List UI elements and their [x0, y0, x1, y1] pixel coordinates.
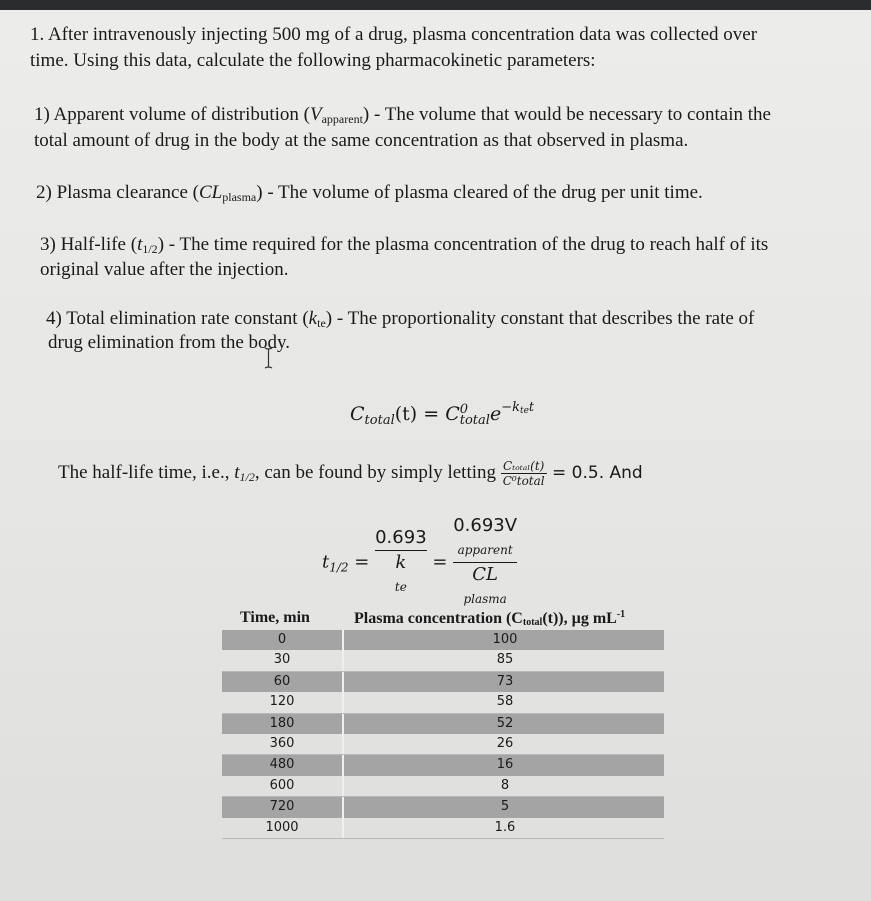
- concentration-cell: 58: [496, 694, 514, 710]
- header-conc-sub: total: [522, 617, 543, 628]
- param-4-desc: ) - The proportionality constant that describes the rate of: [325, 308, 755, 329]
- param-3-symbol: t: [137, 234, 143, 255]
- eq1-exp-t: t: [528, 400, 535, 415]
- half-life-equation: [322, 514, 517, 611]
- time-cell: 30: [273, 652, 291, 668]
- time-cell: 600: [269, 777, 295, 793]
- table-row: [222, 714, 664, 734]
- param-4-line-1: [46, 308, 754, 334]
- eq2-den-2-sub: plasma: [463, 592, 507, 606]
- column-separator: [342, 630, 344, 650]
- half-life-post: = 0.5. And: [546, 462, 643, 483]
- eq2-den-1: k: [395, 552, 407, 573]
- table-row: [222, 672, 664, 692]
- column-separator: [342, 776, 344, 796]
- param-3-line-2: original value after the injection.: [40, 259, 289, 280]
- column-separator: [342, 650, 344, 670]
- eq2-equals-1: =: [354, 551, 370, 573]
- column-separator: [342, 714, 344, 734]
- concentration-equation: [350, 400, 534, 428]
- ratio-numerator: Cₜₒₜₐₗ(t): [501, 459, 547, 474]
- eq2-t-sub: 1/2: [329, 560, 349, 575]
- param-1-line-1: [34, 104, 771, 130]
- table-row: [222, 650, 664, 671]
- ratio-denominator: C⁰total: [502, 474, 545, 488]
- question-line-1: 1. After intravenously injecting 500 mg of a drug, plasma concentration data was collected over: [30, 24, 758, 45]
- param-3-line-1: [40, 234, 768, 260]
- time-cell: 120: [269, 694, 295, 710]
- concentration-cell: 16: [496, 757, 514, 773]
- column-separator: [342, 755, 344, 775]
- eq1-exp-sub: te: [519, 406, 529, 416]
- header-conc-pre: Plasma concentration (C: [354, 610, 523, 627]
- time-cell: 480: [269, 757, 295, 773]
- param-3-desc: ) - The time required for the plasma concentration of the drug to reach half of its: [157, 234, 769, 255]
- concentration-table: [222, 630, 664, 839]
- time-cell: 180: [269, 715, 295, 731]
- time-cell: 360: [269, 735, 295, 751]
- ratio-fraction: [501, 459, 547, 488]
- header-conc-post: (t)), µg mL: [542, 610, 617, 627]
- concentration-cell: 26: [496, 735, 514, 751]
- text-cursor-icon: [264, 347, 273, 369]
- concentration-cell: 8: [500, 777, 510, 793]
- param-1-prefix: 1) Apparent volume of distribution (: [34, 104, 310, 125]
- concentration-cell: 5: [500, 799, 510, 815]
- param-1-symbol: V: [309, 104, 322, 125]
- time-cell: 1000: [265, 819, 299, 835]
- column-separator: [342, 818, 344, 838]
- eq2-num-2: 0.693V: [453, 515, 518, 536]
- time-cell: 60: [273, 673, 291, 689]
- half-life-t: t: [234, 461, 240, 483]
- param-4-prefix: 4) Total elimination rate constant (: [46, 308, 309, 329]
- time-cell: 720: [269, 799, 295, 815]
- eq2-t: t: [322, 551, 330, 573]
- param-2-line: [36, 182, 703, 208]
- eq2-num-2-sub: apparent: [457, 543, 513, 557]
- question-line-2: time. Using this data, calculate the following pharmacokinetic parameters:: [30, 50, 596, 71]
- param-2-prefix: 2) Plasma clearance (: [36, 182, 199, 203]
- table-header-concentration: [354, 609, 625, 628]
- concentration-cell: 85: [496, 652, 514, 668]
- table-row: [222, 630, 664, 650]
- eq1-c0-sup: 0: [459, 402, 469, 417]
- param-1-line-2: total amount of drug in the body at the same concentration as that observed in plasma.: [34, 130, 689, 151]
- param-1-desc: ) - The volume that would be necessary to contain the: [362, 104, 771, 125]
- table-row: [222, 755, 664, 775]
- eq2-fraction-1: [375, 526, 427, 599]
- concentration-cell: 52: [496, 715, 514, 731]
- column-separator: [342, 797, 344, 817]
- eq2-fraction-2: [453, 514, 517, 611]
- param-3-subscript: 1/2: [142, 242, 158, 256]
- table-header-time: Time, min: [240, 609, 310, 626]
- eq1-arg: (t) =: [394, 403, 446, 425]
- eq2-den-1-sub: te: [394, 580, 407, 594]
- param-2-desc: ) - The volume of plasma cleared of the drug per unit time.: [256, 182, 703, 203]
- eq2-num-1: 0.693: [375, 526, 427, 551]
- param-4-line-2: drug elimination from the body.: [48, 332, 291, 353]
- header-conc-sup: -1: [616, 609, 626, 620]
- param-2-subscript: plasma: [222, 190, 257, 204]
- param-1-subscript: apparent: [321, 112, 363, 126]
- half-life-pre: The half-life time, i.e.,: [58, 461, 235, 483]
- column-separator: [342, 734, 344, 754]
- eq2-den-2: CL: [472, 564, 498, 585]
- eq2-equals-2: =: [432, 551, 448, 573]
- param-4-symbol: k: [308, 308, 318, 329]
- half-life-t-sub: 1/2: [239, 469, 255, 484]
- table-row: [222, 818, 664, 839]
- eq1-c0-sub: total: [459, 413, 490, 428]
- param-4-subscript: te: [317, 316, 326, 330]
- concentration-cell: 1.6: [494, 819, 516, 835]
- time-cell: 0: [277, 632, 287, 647]
- eq1-c: C: [350, 403, 365, 425]
- eq1-c0: C: [445, 403, 460, 425]
- param-2-symbol: CL: [199, 182, 223, 203]
- eq1-exp: −k: [501, 400, 520, 415]
- column-separator: [342, 692, 344, 712]
- half-life-sentence: [58, 459, 643, 488]
- eq1-e: e: [489, 403, 502, 425]
- column-separator: [342, 672, 344, 692]
- param-3-prefix: 3) Half-life (: [40, 234, 138, 255]
- table-row: [222, 692, 664, 713]
- half-life-mid: , can be found by simply letting: [254, 461, 501, 483]
- concentration-cell: 73: [496, 673, 514, 689]
- table-row: [222, 797, 664, 817]
- table-row: [222, 776, 664, 797]
- eq1-c-sub: total: [364, 413, 395, 428]
- table-row: [222, 734, 664, 755]
- concentration-cell: 100: [492, 632, 518, 647]
